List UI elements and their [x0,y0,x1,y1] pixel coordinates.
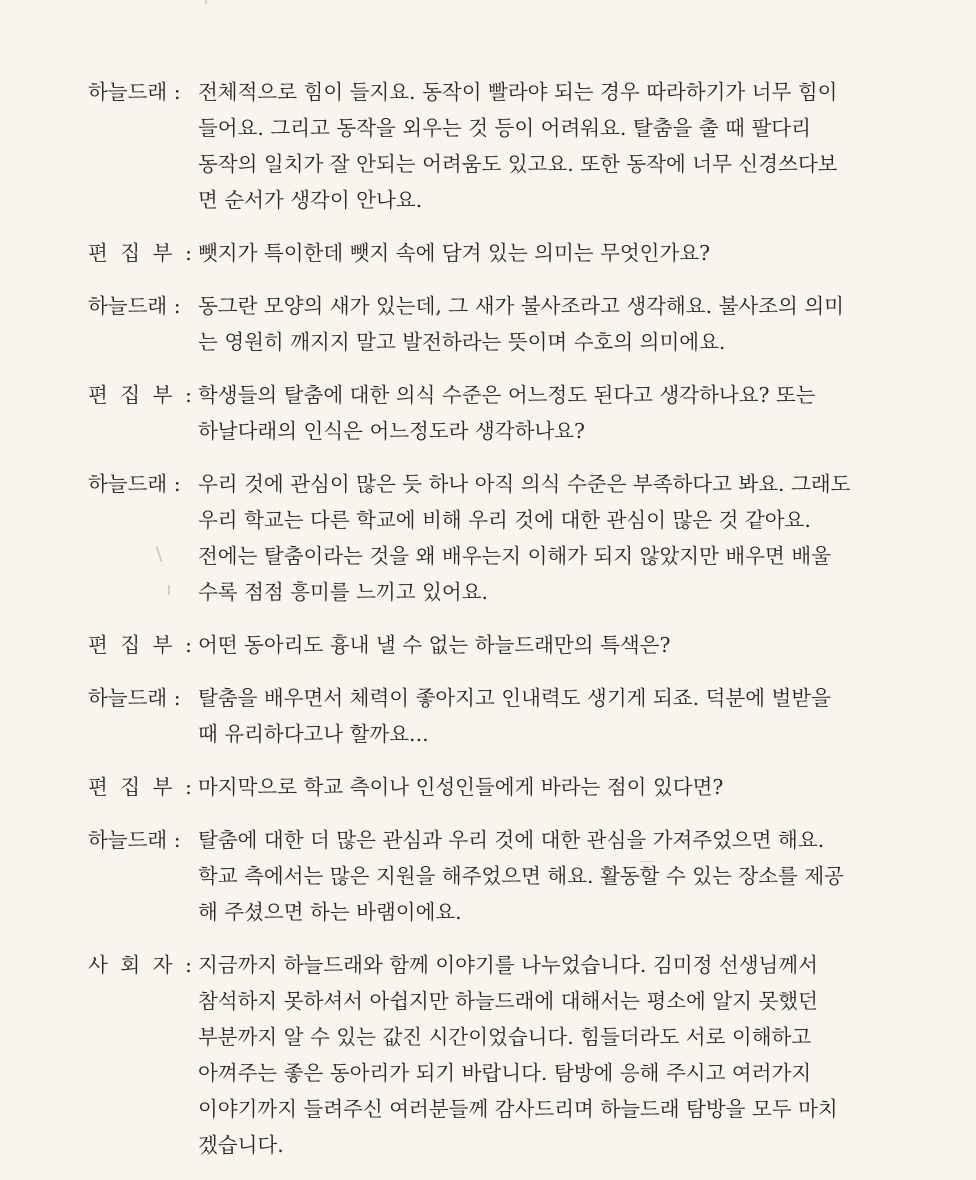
text-line: 탈춤을 배우면서 체력이 좋아지고 인내력도 생기게 되죠. 덕분에 벌받을 [198,686,831,710]
turn-text [198,680,888,752]
turn-text [198,377,888,449]
speaker-label: 편 집 부 : [88,775,195,799]
turn-text [198,235,888,271]
turn-text [198,74,888,218]
speaker-label: 하늘드래 : [88,294,181,318]
text-line: 는 영원히 깨지지 말고 발전하라는 뜻이며 수호의 의미에요. [198,330,726,354]
dialogue-turn [88,769,888,805]
interview-dialogue [88,74,888,1180]
text-line: 이야기까지 들려주신 여러분들께 감사드리며 하늘드래 탐방을 모두 마치 [198,1097,838,1121]
text-line: 참석하지 못하셔서 아쉽지만 하늘드래에 대해서는 평소에 알지 못했던 [198,989,818,1013]
text-line: 부분까지 알 수 있는 값진 시간이었습니다. 힘들더라도 서로 이해하고 [198,1025,812,1049]
dialogue-turn [88,680,888,752]
speaker-label: 편 집 부 : [88,383,195,407]
speaker-label: 편 집 부 : [88,241,195,265]
text-line: 아껴주는 좋은 동아리가 되기 바랍니다. 탐방에 응해 주시고 여러가지 [198,1061,812,1085]
text-line: 면 순서가 생각이 안나요. [198,188,423,212]
speaker-label: 하늘드래 : [88,472,181,496]
text-line: 학생들의 탈춤에 대한 의식 수준은 어느정도 된다고 생각하나요? 또는 [198,383,816,407]
text-line: 하날다래의 인식은 어느정도라 생각하나요? [198,419,585,443]
text-line: 들어요. 그리고 동작을 외우는 것 등이 어려워요. 탈춤을 출 때 팔다리 [198,116,811,140]
speaker-label: 사 회 자 : [88,953,195,977]
text-line: 해 주셨으면 하는 바램이에요. [198,900,462,924]
turn-text [198,627,888,663]
speaker-label: 편 집 부 : [88,633,195,657]
speaker-label: 하늘드래 : [88,828,181,852]
text-line: 겠습니다. [198,1133,284,1157]
dialogue-turn [88,235,888,271]
dialogue-turn [88,627,888,663]
dialogue-turn [88,74,888,218]
scan-speck [205,0,207,4]
text-line: 우리 학교는 다른 학교에 비해 우리 것에 대한 관심이 많은 것 같아요. [198,508,811,532]
speaker-label: 하늘드래 : [88,686,181,710]
text-line: 뺏지가 특이한데 뺏지 속에 담겨 있는 의미는 무엇인가요? [198,241,711,265]
dialogue-turn [88,466,888,610]
turn-text [198,947,888,1163]
text-line: 수록 점점 흥미를 느끼고 있어요. [198,580,489,604]
dialogue-turn [88,822,888,930]
text-line: 전에는 탈춤이라는 것을 왜 배우는지 이해가 되지 않았지만 배우면 배울 [198,544,831,568]
text-line: 마지막으로 학교 측이나 인성인들에게 바라는 점이 있다면? [198,775,724,799]
text-line: 학교 측에서는 많은 지원을 해주었으면 해요. 활동할 수 있는 장소를 제공 [198,864,844,888]
text-line: 어떤 동아리도 흉내 낼 수 없는 하늘드래만의 특색은? [198,633,671,657]
dialogue-turn [88,288,888,360]
text-line: 때 유리하다고나 할까요... [198,722,429,746]
text-line: 탈춤에 대한 더 많은 관심과 우리 것에 대한 관심을 가져주었으면 해요. [198,828,825,852]
turn-text [198,822,888,930]
turn-text [198,466,888,610]
text-line: 전체적으로 힘이 들지요. 동작이 빨라야 되는 경우 따라하기가 너무 힘이 [198,80,838,104]
turn-text [198,288,888,360]
text-line: 동그란 모양의 새가 있는데, 그 새가 불사조라고 생각해요. 불사조의 의미 [198,294,844,318]
turn-text [198,769,888,805]
text-line: 지금까지 하늘드래와 함께 이야기를 나누었습니다. 김미정 선생님께서 [198,953,818,977]
text-line: 동작의 일치가 잘 안되는 어려움도 있고요. 또한 동작에 너무 신경쓰다보 [198,152,838,176]
dialogue-turn [88,377,888,449]
dialogue-turn [88,947,888,1163]
text-line: 우리 것에 관심이 많은 듯 하나 아직 의식 수준은 부족하다고 봐요. 그래도 [198,472,851,496]
speaker-label: 하늘드래 : [88,80,181,104]
